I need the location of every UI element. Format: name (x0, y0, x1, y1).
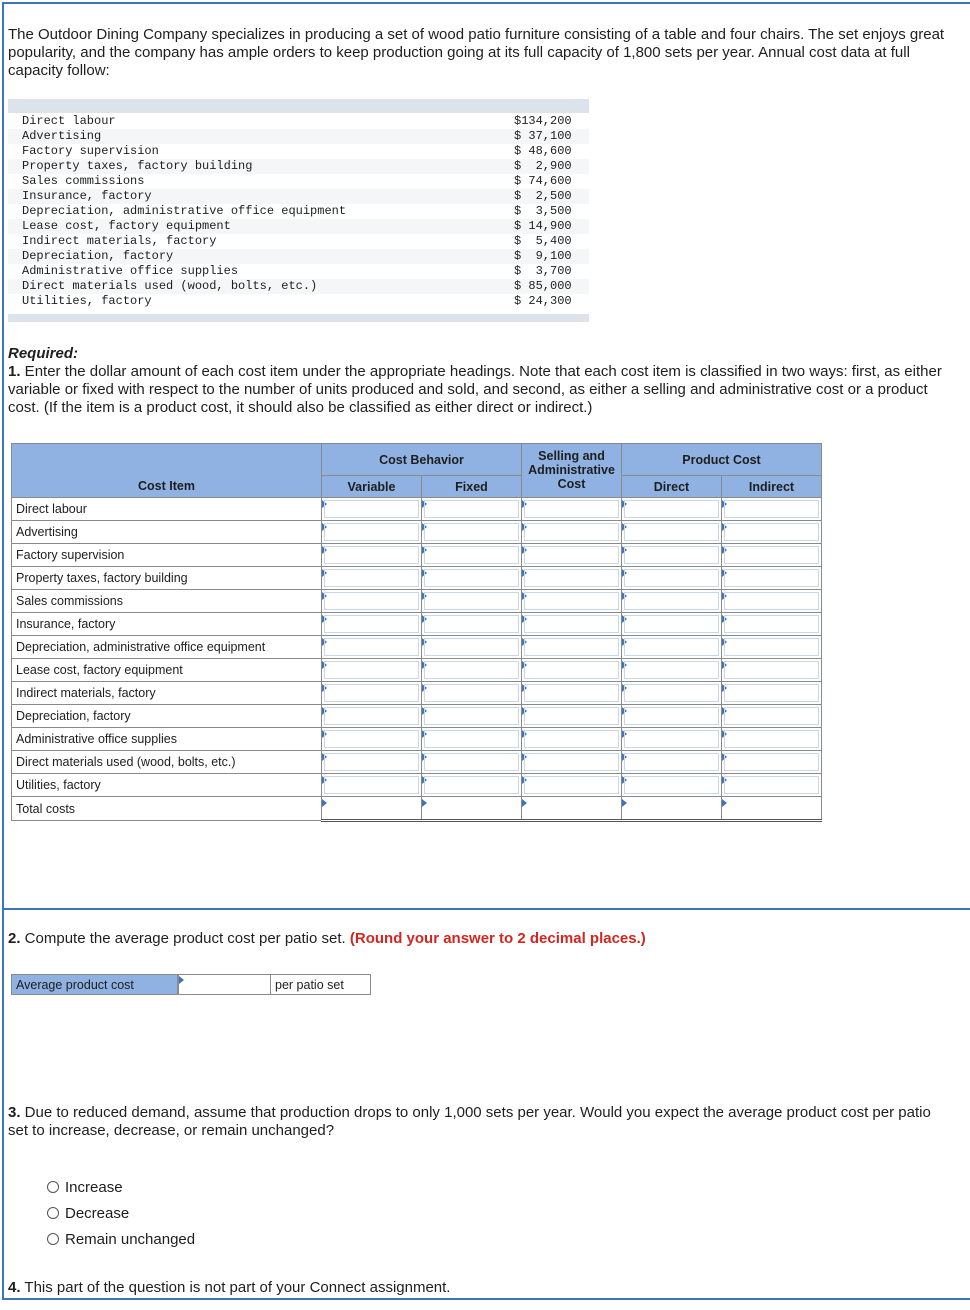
input-box[interactable] (724, 569, 819, 587)
question-3-number: 3. (8, 1104, 21, 1121)
cost-data-amount: $ 48,600 (514, 144, 572, 158)
cost-data-row (8, 249, 589, 264)
input-box[interactable] (524, 776, 619, 794)
option-decrease[interactable] (47, 1200, 195, 1226)
input-fixed[interactable] (422, 659, 522, 682)
input-variable[interactable] (322, 544, 422, 567)
cost-data-label: Sales commissions (22, 174, 145, 188)
option-label: Remain unchanged (65, 1230, 196, 1248)
cost-data-label: Property taxes, factory building (22, 159, 253, 173)
table-row (12, 705, 822, 728)
question-1-text (8, 363, 953, 417)
question-1-number: 1. (8, 363, 21, 380)
input-fixed[interactable] (422, 728, 522, 751)
input-fixed[interactable] (422, 774, 522, 797)
cost-data-amount: $ 3,500 (514, 204, 572, 218)
cost-data-label: Utilities, factory (22, 294, 152, 308)
input-direct[interactable] (622, 636, 722, 659)
input-box[interactable] (424, 615, 519, 633)
input-box[interactable] (424, 546, 519, 564)
cost-data-amount: $ 2,500 (514, 189, 572, 203)
header-fixed: Fixed (422, 476, 522, 498)
input-box[interactable] (324, 638, 419, 656)
input-fixed[interactable] (422, 682, 522, 705)
input-box[interactable] (724, 753, 819, 771)
cost-box-bottom-bar (8, 314, 589, 322)
input-box[interactable] (724, 638, 819, 656)
input-indirect[interactable] (722, 682, 822, 705)
question-2-number: 2. (8, 930, 21, 947)
cost-item-label: Depreciation, factory (12, 705, 322, 728)
table-row (12, 751, 822, 774)
input-fixed[interactable] (422, 590, 522, 613)
input-fixed[interactable] (422, 567, 522, 590)
input-direct[interactable] (622, 659, 722, 682)
question-1-body: Enter the dollar amount of each cost item under the appropriate headings. Note that each cost item is classified in two ways: first, as either variable or fixed with respect to the number of units produced and sold, and second, as either a selling and administrative cost or a product cost. (If the item is a product cost, it should also be classified as either direct or indirect.) (8, 363, 942, 416)
input-box[interactable] (424, 638, 519, 656)
cost-data-row (8, 144, 589, 159)
table-body (12, 498, 822, 821)
input-selling-admin[interactable] (522, 613, 622, 636)
table-row (12, 728, 822, 751)
cost-data-row (8, 279, 589, 294)
header-product-cost: Product Cost (622, 444, 822, 476)
cost-data-label: Depreciation, administrative office equipment (22, 204, 347, 218)
cost-box-top-bar (8, 99, 589, 113)
input-box[interactable] (524, 661, 619, 679)
input-box[interactable] (724, 523, 819, 541)
input-variable[interactable] (322, 567, 422, 590)
input-box[interactable] (424, 592, 519, 610)
input-box[interactable] (724, 546, 819, 564)
table-row (12, 682, 822, 705)
question-2-text: Compute the average product cost per patio set. (20, 930, 350, 947)
input-box[interactable] (724, 776, 819, 794)
question-2 (8, 930, 646, 948)
input-box[interactable] (524, 730, 619, 748)
input-box[interactable] (724, 592, 819, 610)
radio-icon[interactable] (47, 1233, 59, 1245)
cost-data-row (8, 219, 589, 234)
cost-item-label: Advertising (12, 521, 322, 544)
question-4-number: 4. (8, 1279, 21, 1296)
input-selling-admin[interactable] (522, 705, 622, 728)
cost-item-label: Lease cost, factory equipment (12, 659, 322, 682)
input-indirect[interactable] (722, 498, 822, 521)
radio-icon[interactable] (47, 1207, 59, 1219)
input-variable[interactable] (322, 521, 422, 544)
input-variable[interactable] (322, 636, 422, 659)
table-row (12, 498, 822, 521)
input-variable[interactable] (322, 590, 422, 613)
input-indirect[interactable] (722, 636, 822, 659)
input-variable[interactable] (322, 498, 422, 521)
input-variable[interactable] (322, 728, 422, 751)
input-variable[interactable] (322, 613, 422, 636)
cost-data-row (8, 294, 589, 309)
cost-data-amount: $ 9,100 (514, 249, 572, 263)
cost-item-label: Sales commissions (12, 590, 322, 613)
input-variable[interactable] (322, 705, 422, 728)
input-fixed[interactable] (422, 751, 522, 774)
input-variable[interactable] (322, 751, 422, 774)
header-variable: Variable (322, 476, 422, 498)
cost-data-row (8, 114, 589, 129)
input-box[interactable] (624, 569, 719, 587)
cost-data-amount: $ 3,700 (514, 264, 572, 278)
input-selling-admin[interactable] (522, 728, 622, 751)
table-row (12, 659, 822, 682)
cost-data-row (8, 129, 589, 144)
cost-data-row (8, 234, 589, 249)
input-indirect[interactable] (722, 659, 822, 682)
cost-data-label: Lease cost, factory equipment (22, 219, 231, 233)
cost-data-amount: $ 37,100 (514, 129, 572, 143)
cost-item-label: Direct labour (12, 498, 322, 521)
cost-item-label: Indirect materials, factory (12, 682, 322, 705)
cost-item-label: Administrative office supplies (12, 728, 322, 751)
input-box[interactable] (424, 523, 519, 541)
table-row (12, 774, 822, 797)
question-3 (8, 1104, 953, 1140)
question-3-text: Due to reduced demand, assume that production drops to only 1,000 sets per year. Would you expect the average product cost per patio set to increase, decrease, or remain unchanged? (8, 1104, 931, 1139)
option-label: Decrease (65, 1204, 130, 1222)
input-indirect[interactable] (722, 613, 822, 636)
input-box[interactable] (724, 615, 819, 633)
input-box[interactable] (324, 707, 419, 725)
input-direct[interactable] (622, 751, 722, 774)
input-direct[interactable] (622, 567, 722, 590)
cost-data-amount: $134,200 (514, 114, 572, 128)
input-box[interactable] (624, 776, 719, 794)
cost-data-row (8, 189, 589, 204)
input-direct[interactable] (622, 728, 722, 751)
input-box[interactable] (524, 546, 619, 564)
cost-data-label: Depreciation, factory (22, 249, 174, 263)
input-fixed[interactable] (422, 521, 522, 544)
input-indirect[interactable] (722, 774, 822, 797)
input-selling-admin[interactable] (522, 567, 622, 590)
per-patio-set-label: per patio set (270, 974, 371, 995)
input-box[interactable] (324, 661, 419, 679)
input-box[interactable] (424, 569, 519, 587)
input-box[interactable] (324, 523, 419, 541)
option-remain-unchanged[interactable] (47, 1226, 195, 1252)
input-fixed[interactable] (422, 613, 522, 636)
input-indirect[interactable] (722, 728, 822, 751)
input-box[interactable] (724, 730, 819, 748)
input-direct[interactable] (622, 498, 722, 521)
table-row (12, 544, 822, 567)
cost-data-amount: $ 74,600 (514, 174, 572, 188)
input-direct[interactable] (622, 544, 722, 567)
cost-classification-table (11, 443, 822, 822)
question-4-text: This part of the question is not part of your Connect assignment. (20, 1279, 451, 1296)
cost-data-list (8, 114, 589, 309)
input-box[interactable] (524, 569, 619, 587)
input-direct[interactable] (622, 682, 722, 705)
input-box[interactable] (624, 684, 719, 702)
input-variable[interactable] (322, 682, 422, 705)
cost-item-label: Insurance, factory (12, 613, 322, 636)
input-box[interactable] (324, 546, 419, 564)
cost-data-label: Factory supervision (22, 144, 159, 158)
input-box[interactable] (624, 638, 719, 656)
input-box[interactable] (424, 684, 519, 702)
cost-data-box (8, 99, 589, 322)
header-cost-behavior: Cost Behavior (322, 444, 522, 476)
input-box[interactable] (324, 730, 419, 748)
input-selling-admin[interactable] (522, 544, 622, 567)
input-box[interactable] (624, 707, 719, 725)
input-box[interactable] (524, 523, 619, 541)
total-costs-label: Total costs (12, 797, 322, 821)
cost-data-amount: $ 2,900 (514, 159, 572, 173)
input-indirect[interactable] (722, 521, 822, 544)
cost-data-row (8, 264, 589, 279)
input-selling-admin[interactable] (522, 659, 622, 682)
input-indirect[interactable] (722, 544, 822, 567)
input-indirect[interactable] (722, 705, 822, 728)
total-variable[interactable] (322, 797, 422, 821)
input-box[interactable] (624, 615, 719, 633)
input-box[interactable] (624, 546, 719, 564)
required-title: Required: (8, 345, 79, 362)
input-box[interactable] (324, 569, 419, 587)
input-box[interactable] (524, 753, 619, 771)
cost-item-label: Utilities, factory (12, 774, 322, 797)
input-box[interactable] (324, 776, 419, 794)
cost-data-amount: $ 85,000 (514, 279, 572, 293)
input-selling-admin[interactable] (522, 590, 622, 613)
header-indirect: Indirect (722, 476, 822, 498)
input-box[interactable] (324, 592, 419, 610)
cost-item-label: Direct materials used (wood, bolts, etc.) (12, 751, 322, 774)
input-box[interactable] (524, 615, 619, 633)
total-row (12, 797, 822, 821)
average-product-cost-input[interactable] (178, 974, 271, 995)
cost-data-label: Advertising (22, 129, 102, 143)
input-fixed[interactable] (422, 705, 522, 728)
cost-data-label: Direct materials used (wood, bolts, etc.) (22, 279, 318, 293)
radio-icon[interactable] (47, 1181, 59, 1193)
input-selling-admin[interactable] (522, 636, 622, 659)
input-box[interactable] (624, 753, 719, 771)
cost-data-amount: $ 14,900 (514, 219, 572, 233)
total-fixed[interactable] (422, 797, 522, 821)
input-box[interactable] (524, 592, 619, 610)
header-selling-admin: Selling and Administrative Cost (522, 444, 622, 498)
cost-data-label: Indirect materials, factory (22, 234, 217, 248)
intro-text: The Outdoor Dining Company specializes in producing a set of wood patio furniture consisting of a table and four chairs. The set enjoys great popularity, and the company has ample orders to keep production going at its full capacity of 1,800 sets per year. Annual cost data at full capacity follow: (8, 26, 945, 79)
table-row (12, 613, 822, 636)
input-selling-admin[interactable] (522, 498, 622, 521)
input-selling-admin[interactable] (522, 682, 622, 705)
input-direct[interactable] (622, 705, 722, 728)
input-fixed[interactable] (422, 498, 522, 521)
input-direct[interactable] (622, 774, 722, 797)
question-4 (8, 1279, 450, 1296)
input-box[interactable] (424, 661, 519, 679)
cost-data-row (8, 159, 589, 174)
cost-data-label: Administrative office supplies (22, 264, 239, 278)
table-row (12, 590, 822, 613)
input-selling-admin[interactable] (522, 751, 622, 774)
input-fixed[interactable] (422, 636, 522, 659)
input-box[interactable] (724, 661, 819, 679)
input-indirect[interactable] (722, 567, 822, 590)
input-box[interactable] (724, 684, 819, 702)
cost-data-label: Insurance, factory (22, 189, 152, 203)
input-direct[interactable] (622, 590, 722, 613)
total-direct[interactable] (622, 797, 722, 821)
input-box[interactable] (324, 753, 419, 771)
input-direct[interactable] (622, 521, 722, 544)
input-box[interactable] (324, 500, 419, 518)
input-box[interactable] (624, 500, 719, 518)
required-section (8, 345, 953, 417)
input-box[interactable] (424, 707, 519, 725)
rounding-note: (Round your answer to 2 decimal places.) (349, 930, 646, 947)
total-selling-admin[interactable] (522, 797, 622, 821)
input-box[interactable] (624, 523, 719, 541)
input-box[interactable] (624, 730, 719, 748)
input-fixed[interactable] (422, 544, 522, 567)
cost-data-row (8, 204, 589, 219)
input-box[interactable] (624, 661, 719, 679)
cost-data-label: Direct labour (22, 114, 116, 128)
input-direct[interactable] (622, 613, 722, 636)
input-box[interactable] (724, 707, 819, 725)
option-label: Increase (65, 1178, 123, 1196)
table-row (12, 567, 822, 590)
input-box[interactable] (424, 776, 519, 794)
cost-item-label: Property taxes, factory building (12, 567, 322, 590)
average-product-cost-label: Average product cost (11, 974, 178, 995)
table-row (12, 521, 822, 544)
input-box[interactable] (324, 615, 419, 633)
input-selling-admin[interactable] (522, 521, 622, 544)
input-selling-admin[interactable] (522, 774, 622, 797)
option-increase[interactable] (47, 1174, 195, 1200)
input-variable[interactable] (322, 774, 422, 797)
total-indirect[interactable] (722, 797, 822, 821)
input-indirect[interactable] (722, 751, 822, 774)
input-box[interactable] (524, 684, 619, 702)
cost-item-label: Depreciation, administrative office equipment (12, 636, 322, 659)
q3-options (47, 1174, 195, 1252)
input-box[interactable] (524, 707, 619, 725)
input-indirect[interactable] (722, 590, 822, 613)
input-box[interactable] (624, 592, 719, 610)
input-box[interactable] (424, 730, 519, 748)
input-box[interactable] (324, 684, 419, 702)
header-cost-item: Cost Item (12, 444, 322, 498)
input-box[interactable] (724, 500, 819, 518)
cost-data-row (8, 174, 589, 189)
input-box[interactable] (524, 638, 619, 656)
cost-data-amount: $ 24,300 (514, 294, 572, 308)
input-variable[interactable] (322, 659, 422, 682)
input-box[interactable] (424, 753, 519, 771)
cost-data-amount: $ 5,400 (514, 234, 572, 248)
cost-item-label: Factory supervision (12, 544, 322, 567)
input-box[interactable] (524, 500, 619, 518)
input-box[interactable] (424, 500, 519, 518)
header-direct: Direct (622, 476, 722, 498)
table-row (12, 636, 822, 659)
